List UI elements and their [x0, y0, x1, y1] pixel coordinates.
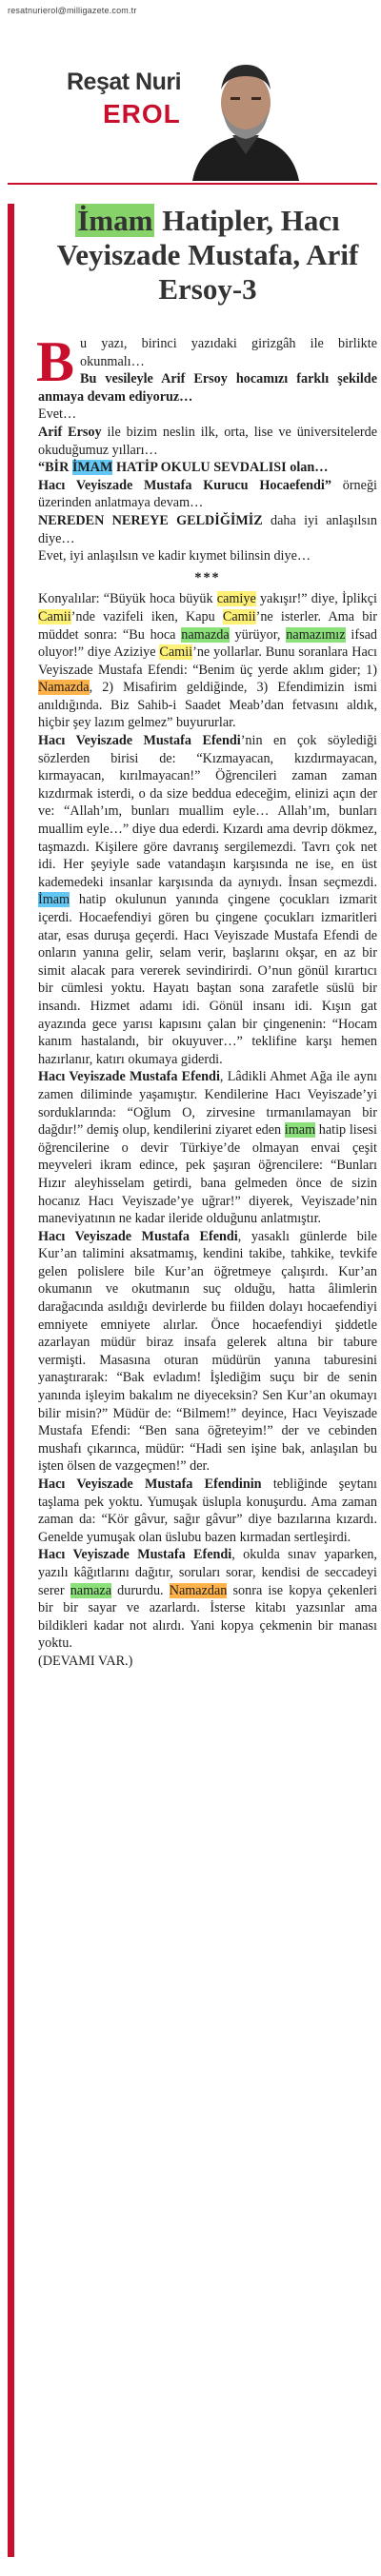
highlight: namazımız [286, 626, 346, 643]
paragraph-text: , yasaklı günlerde bile Kur’an talimini aksatmamış, kendini takibe, tahkike, tevkife gelen polislere bile Kur’an öğretmeye çalışırdı. Kur’an okumanın ve okutmanın suç olduğu, hatta âlimlerin darağacında asıldığı devirlerde bu fiilden dolayı hocaefendiyi emniyete emniyete alırlar. Önce hocaefendiyi şiddetle azarlayan müdür biraz insafa gelerek altına bir tabure vermişti. Masasına oturan müdürün yanına taburesini yanaştırarak: “Bak evladım! İşlediğim suçu bir de senin yanında işleyim bakalım ne diyeceksin? Sen Kur’an okumayı bilir misin?” Müdür de: “Bilmem!” deyince, Hacı Veyiszade Mustafa Efendi: “Ben sana öğreteyim!” der ve cebinden mushafı çıkarınca, müdür: “Hadi sen işine bak, anlaşılan bu işten ölsen de vazgeçmen!” der. [38, 1228, 377, 1475]
paragraph-text: ’ne isterler. Ama bir müddet sonra: “Bu hoca [38, 608, 377, 643]
headline-text: Hatipler, Hacı Veyiszade Mustafa, Arif Ersoy-3 [56, 204, 359, 306]
column-accent-bar [8, 204, 14, 2557]
paragraph-text: daha iyi anlaşılsın diye… [38, 512, 377, 546]
section-separator: *** [194, 569, 221, 585]
article-headline [38, 204, 377, 307]
highlight: Namazda [38, 680, 90, 696]
author-email: resatnurierol@milligazete.com.tr [8, 6, 137, 15]
paragraph-text: yürüyor, [229, 626, 287, 643]
bold-phrase: Hacı Veyiszade Mustafa Kurucu Hocaefendi” [38, 477, 331, 493]
highlight: Camii [38, 608, 71, 624]
paragraph [38, 1228, 377, 1476]
bold-phrase: Hacı Veyiszade Mustafa Efendi [38, 1547, 232, 1563]
paragraph [38, 459, 377, 477]
paragraph-text: sonra ise kopya çekenleri bir bir sayar ve azarlardı. İsterse kitabı yazsınlar ama bildikleri kadar not alırdı. Yani kopya çekmenin bir manası yoktu. [38, 1582, 377, 1652]
paragraph-text: “BİR [38, 460, 72, 476]
bold-phrase: Arif Ersoy [38, 424, 102, 440]
paragraph-text: u yazı, birinci yazıdaki girizgâh ile birlikte okunmalı… [80, 336, 377, 369]
bold-phrase: NEREDEN NEREYE GELDİĞİMİZ [38, 512, 263, 528]
paragraph-text: ifsad oluyor!” diye Aziziye [38, 626, 377, 661]
highlight: namaza [70, 1582, 112, 1598]
paragraph-text: ’nde vazifeli iken, Kapu [70, 608, 223, 624]
paragraph-text: , 2) Misafirim geldiğinde, 3) Efendimizin ismi anıldığında. Biz Sahib-i Saadet Meab’dan fetvasını aldık, hiçbir şey lazım gelmez” buyururlar. [38, 680, 377, 731]
paragraph [38, 1546, 377, 1653]
bold-phrase: Hacı Veyiszade Mustafa Efendi [38, 1228, 238, 1244]
bold-phrase: Hacı Veyiszade Mustafa Efendi [38, 1069, 220, 1085]
author-last-name: EROL [103, 99, 181, 129]
paragraph-text: , okulda sınav yaparken, yazılı kâğıtlarını dağıtır, soruları sorar, kendisi de seccadeyi serer [38, 1547, 377, 1598]
author-photo [183, 48, 309, 181]
paragraph-text: dururdu. [111, 1582, 170, 1598]
paragraph-text: ile bizim neslin ilk, orta, lise ve üniversitelerde okuduğumuz yılları… [38, 424, 377, 458]
paragraph [38, 732, 377, 1068]
header-divider [8, 183, 377, 185]
paragraph-text: ’nin en çok söylediği sözlerden birisi de: “Kızmayacan, kızdırmayacan, kırmayacan, kırılmayacan!” Öğrencileri zaman zaman kızdırmak isterdi, o da size beddua edeceğim, elinizi açın der ve: “Allah’ım, bunları muallim eyle… Allah’ım, bunları muallim eyle…” diye dua ederdi. Kızardı ama devrip dökmez, taşmazdı. Kişilere göre davranış sergilemezdi. Tavrı çok net idi. Her şeyiyle sade vatandaşın karşısında ne ise, en üst kademedeki insanlar karşısında da aynıydı. İnsan seçmezdi. [38, 733, 377, 890]
paragraph [38, 477, 377, 512]
highlight: İMAM [71, 460, 113, 476]
article-ending: (DEVAMI VAR.) [38, 1653, 133, 1669]
headline-highlight: İmam [77, 204, 153, 237]
paragraph-text: hatip lisesi öğrencilerine o devir Türkiye’de olmayan envai çeşit meyveleri ikram edince, pek şaşıran öğrencilere: “Bunları Hızır aleyhisselam getirdi, bana gelmeden önce de sizin hocanız Hacı Veyiszade’ye uğrar!” diyerek, Veyiszade’nin maneviyatının ne kadar ileride olduğunu anlatmıştır. [38, 1122, 377, 1227]
bold-phrase: Hacı Veyiszade Mustafa Efendinin [38, 1476, 262, 1492]
article-body [36, 330, 377, 1671]
drop-cap: B [36, 330, 75, 393]
highlight: imam [284, 1122, 316, 1139]
highlight: Namazdan [169, 1582, 228, 1598]
bold-phrase: Hacı Veyiszade Mustafa Efendi [38, 733, 241, 749]
highlight: Camii [222, 608, 256, 624]
paragraph-text: hatip okulunun yanında çingene çocukları izmarit içerdi. Hocaefendiyi gören bu çingene çocukları izmaritleri atar, esas duruşa geçerdi. Hacı Veyiszade Mustafa Efendi de onların yanına gelir, selam verir, başlarını okşar, en az bir simit alacak para vererek sevindirirdi. O’nun gönül kırartıcı bir cümlesi yoktu. Hayatı baştan sona zarafetle süslü bir insandı. Hizmet adamı idi. Gönül insanı idi. Kışın gat ayazında gece yarısı kapısını çalan bir çingenenin: “Hocam kanım hastalandı, bir okuyuver…” teklifine karşı hemen hazırlanır, katırı okumaya giderdi. [38, 892, 377, 1067]
paragraph: Evet… [38, 406, 77, 423]
highlight: namazda [181, 626, 230, 643]
paragraph [38, 590, 377, 732]
author-first-name: Reşat Nuri [67, 69, 182, 95]
paragraph [38, 1068, 377, 1227]
paragraph-text: Konyalılar: “Büyük hoca büyük [38, 591, 217, 607]
paragraph-text: yakışır!” diye, İplikçi [255, 591, 377, 607]
paragraph [38, 424, 377, 459]
paragraph: Evet, iyi anlaşılsın ve kadir kıymet bilinsin diye… [38, 548, 311, 565]
paragraph-text: tebliğinde şeytanı taşlama pek yoktu. Yumuşak üslupla konuşurdu. Ama zaman zaman da: “Kör gâvur, sağır gâvur” diye bazılarına kızardı. Genelde yumuşak olan üslubu bazen kırmadan sertleşirdi. [38, 1476, 377, 1545]
paragraph-text: ’ne yollarlar. Bunu soranlara Hacı Veyiszade Mustafa Efendi: “Benim üç yerde aklım gider; 1) [38, 644, 377, 678]
paragraph [38, 512, 377, 547]
paragraph-text: örneği üzerinden anlatmaya devam… [38, 477, 377, 511]
paragraph [38, 1476, 377, 1546]
highlight: Camii [159, 644, 193, 661]
author-header [0, 21, 381, 181]
paragraph-text: , Lâdikli Ahmet Ağa ile aynı zamen diliminde yaşamıştır. Kendilerine Hacı Veyiszade’yi sorduklarında: “Oğlum O, zirvesine tırmanılamayan bir dağdır!” demiş olup, kendilerini ziyaret eden [38, 1069, 377, 1139]
highlight: İmam [38, 892, 70, 908]
paragraph: Bu vesileyle Arif Ersoy hocamızı farklı şekilde anmaya devam ediyoruz… [38, 371, 377, 405]
paragraph-text: HATİP OKULU SEVDALISI olan… [112, 460, 329, 476]
highlight: camiye [216, 591, 256, 607]
